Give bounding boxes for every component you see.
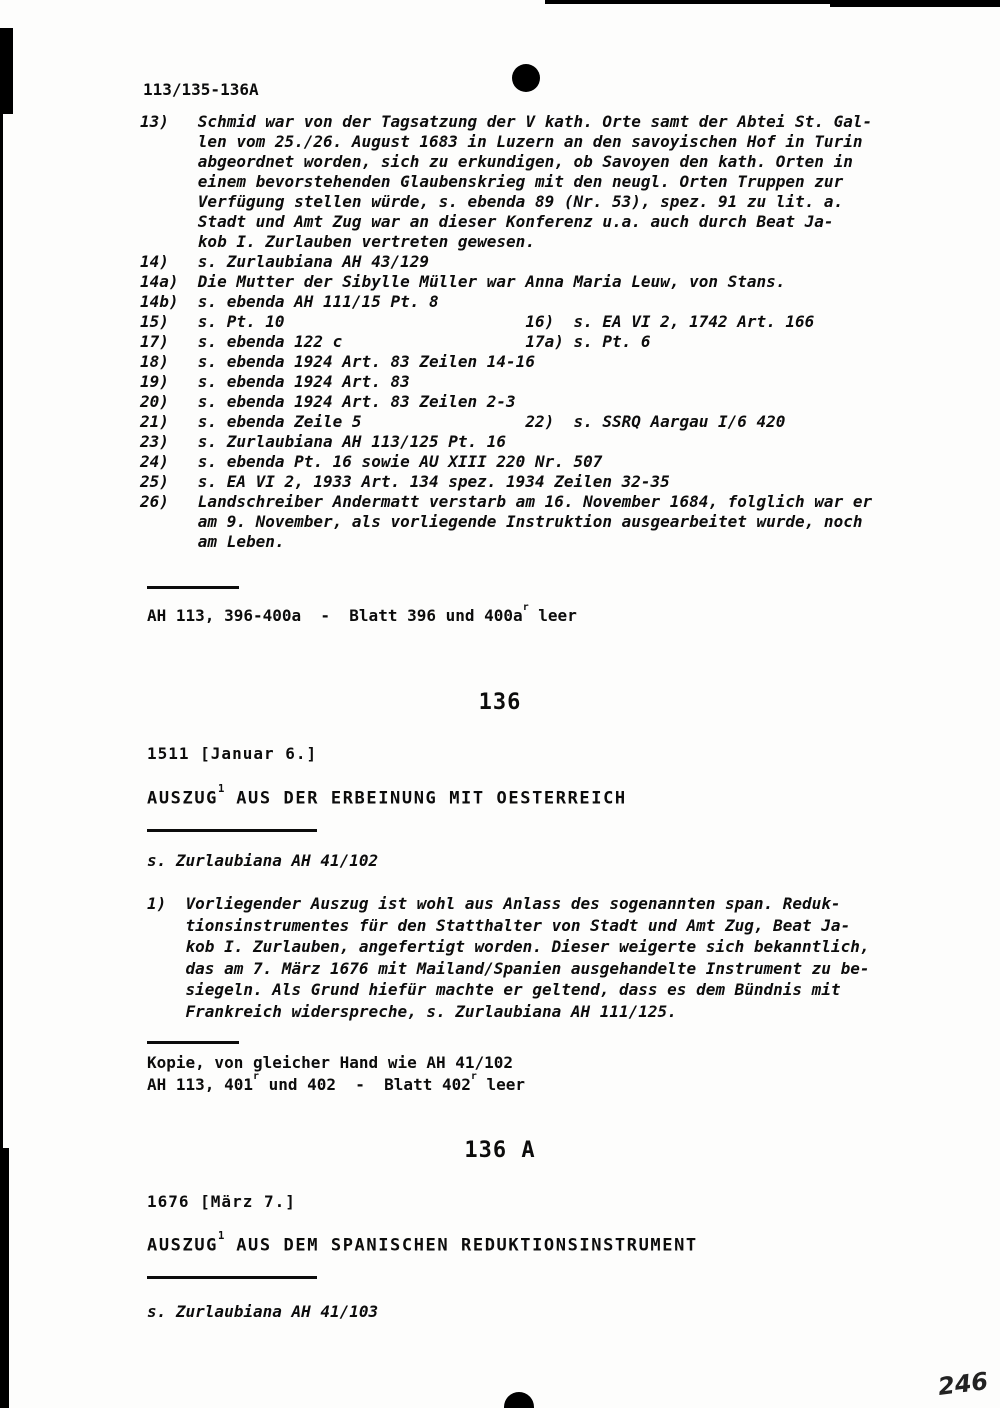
footnote-line: am Leben. bbox=[140, 532, 285, 551]
footnote-line: das am 7. März 1676 mit Mailand/Spanien ausgehandelte Instrument zu be- bbox=[147, 958, 870, 978]
handwritten-page-number: 246 bbox=[936, 1367, 990, 1401]
superscript: r bbox=[522, 601, 529, 613]
footnote-line: Verfügung stellen würde, s. ebenda 89 (Nr. 53), spez. 91 zu lit. a. bbox=[140, 192, 844, 211]
footnote-line: am 9. November, als vorliegende Instruktion ausgearbeitet wurde, noch bbox=[140, 512, 863, 531]
footnote-line: 25) s. EA VI 2, 1933 Art. 134 spez. 1934 Zeilen 32-35 bbox=[140, 472, 670, 491]
document-number-136: 136 bbox=[478, 690, 522, 715]
document-number-136a: 136 A bbox=[464, 1138, 536, 1163]
scan-artifact-left-bar-top bbox=[0, 28, 13, 114]
doc136a-date: 1676 [März 7.] bbox=[147, 1192, 296, 1211]
footnote-line: Frankreich widerspreche, s. Zurlaubiana AH 111/125. bbox=[147, 1001, 677, 1021]
footnote-line: siegeln. Als Grund hiefür machte er geltend, dass es dem Bündnis mit bbox=[147, 980, 841, 999]
separator-rule bbox=[147, 586, 239, 589]
footnote-line: 20) s. ebenda 1924 Art. 83 Zeilen 2-3 bbox=[140, 392, 516, 411]
footnote-line: 15) s. Pt. 10 16) s. EA VI 2, 1742 Art. 166 bbox=[140, 312, 815, 331]
doc136-source: s. Zurlaubiana AH 41/102 bbox=[147, 851, 379, 870]
scan-artifact-left-bar-bottom bbox=[0, 1148, 9, 1408]
footnote-line: 13) Schmid war von der Tagsatzung der V kath. Orte samt der Abtei St. Gal- bbox=[140, 112, 873, 131]
superscript: 1 bbox=[218, 782, 225, 795]
footnote-line: einem bevorstehenden Glaubenskrieg mit den neugl. Orten Truppen zur bbox=[140, 172, 844, 191]
doc136-title: AUSZUG$^1$ AUS DER ERBEINUNG MIT OESTERREICH bbox=[147, 782, 627, 809]
blatt-note-line: AH 113, 396-400a - Blatt 396 und $400a^r$ leer bbox=[147, 601, 577, 625]
footnotes-block-doc136 bbox=[147, 893, 869, 1022]
separator-rule bbox=[147, 829, 317, 832]
hole-punch-dot-top bbox=[512, 64, 540, 92]
footnote-line: Stadt und Amt Zug war an dieser Konferenz u.a. auch durch Beat Ja- bbox=[140, 212, 834, 231]
footnote-line: 14b) s. ebenda AH 111/15 Pt. 8 bbox=[140, 292, 439, 311]
superscript: r bbox=[470, 1070, 477, 1082]
scan-artifact-top-line-thick bbox=[830, 0, 1000, 7]
footnote-line: tionsinstrumentes für den Statthalter von Stadt und Amt Zug, Beat Ja- bbox=[147, 915, 851, 935]
footnote-line: 26) Landschreiber Andermatt verstarb am 16. November 1684, folglich war er bbox=[140, 492, 873, 511]
footnote-line: kob I. Zurlauben vertreten gewesen. bbox=[140, 232, 535, 251]
footnote-line: 23) s. Zurlaubiana AH 113/125 Pt. 16 bbox=[140, 432, 507, 451]
doc136-date: 1511 [Januar 6.] bbox=[147, 744, 318, 763]
superscript: 1 bbox=[218, 1229, 225, 1242]
footnotes-block-top bbox=[140, 112, 872, 552]
separator-rule bbox=[147, 1276, 317, 1279]
separator-rule bbox=[147, 1041, 239, 1044]
footnote-line: 21) s. ebenda Zeile 5 22) s. SSRQ Aargau I/6 420 bbox=[140, 412, 786, 431]
copy-note-line-1: Kopie, von gleicher Hand wie AH 41/102 bbox=[147, 1053, 514, 1072]
doc136a-title: AUSZUG$^1$ AUS DEM SPANISCHEN REDUKTIONSINSTRUMENT bbox=[147, 1229, 698, 1256]
footnote-line: 14a) Die Mutter der Sibylle Müller war Anna Maria Leuw, von Stans. bbox=[140, 272, 786, 291]
superscript: r bbox=[252, 1070, 259, 1082]
footnote-line: 24) s. ebenda Pt. 16 sowie AU XIII 220 Nr. 507 bbox=[140, 452, 603, 471]
footnote-line: 18) s. ebenda 1924 Art. 83 Zeilen 14-16 bbox=[140, 352, 535, 371]
archive-number-header: 113/135-136A bbox=[143, 80, 259, 99]
footnote-line: 1) Vorliegender Auszug ist wohl aus Anlass des sogenannten span. Reduk- bbox=[147, 894, 841, 913]
footnote-line: abgeordnet worden, sich zu erkundigen, ob Savoyen den kath. Orten in bbox=[140, 152, 853, 171]
footnote-line: len vom 25./26. August 1683 in Luzern an den savoyischen Hof in Turin bbox=[140, 132, 863, 151]
hole-punch-dot-bottom bbox=[504, 1392, 534, 1408]
footnote-line: kob I. Zurlauben, angefertigt worden. Dieser weigerte sich bekanntlich, bbox=[147, 937, 870, 956]
footnote-line: 19) s. ebenda 1924 Art. 83 bbox=[140, 372, 410, 391]
footnote-line: 14) s. Zurlaubiana AH 43/129 bbox=[140, 252, 429, 271]
doc136a-source: s. Zurlaubiana AH 41/103 bbox=[147, 1302, 379, 1321]
copy-note-line-2: AH 113, 401$^r$ und 402 - Blatt 402$^r$ leer bbox=[147, 1070, 525, 1094]
footnote-line: 17) s. ebenda 122 c 17a) s. Pt. 6 bbox=[140, 332, 651, 351]
